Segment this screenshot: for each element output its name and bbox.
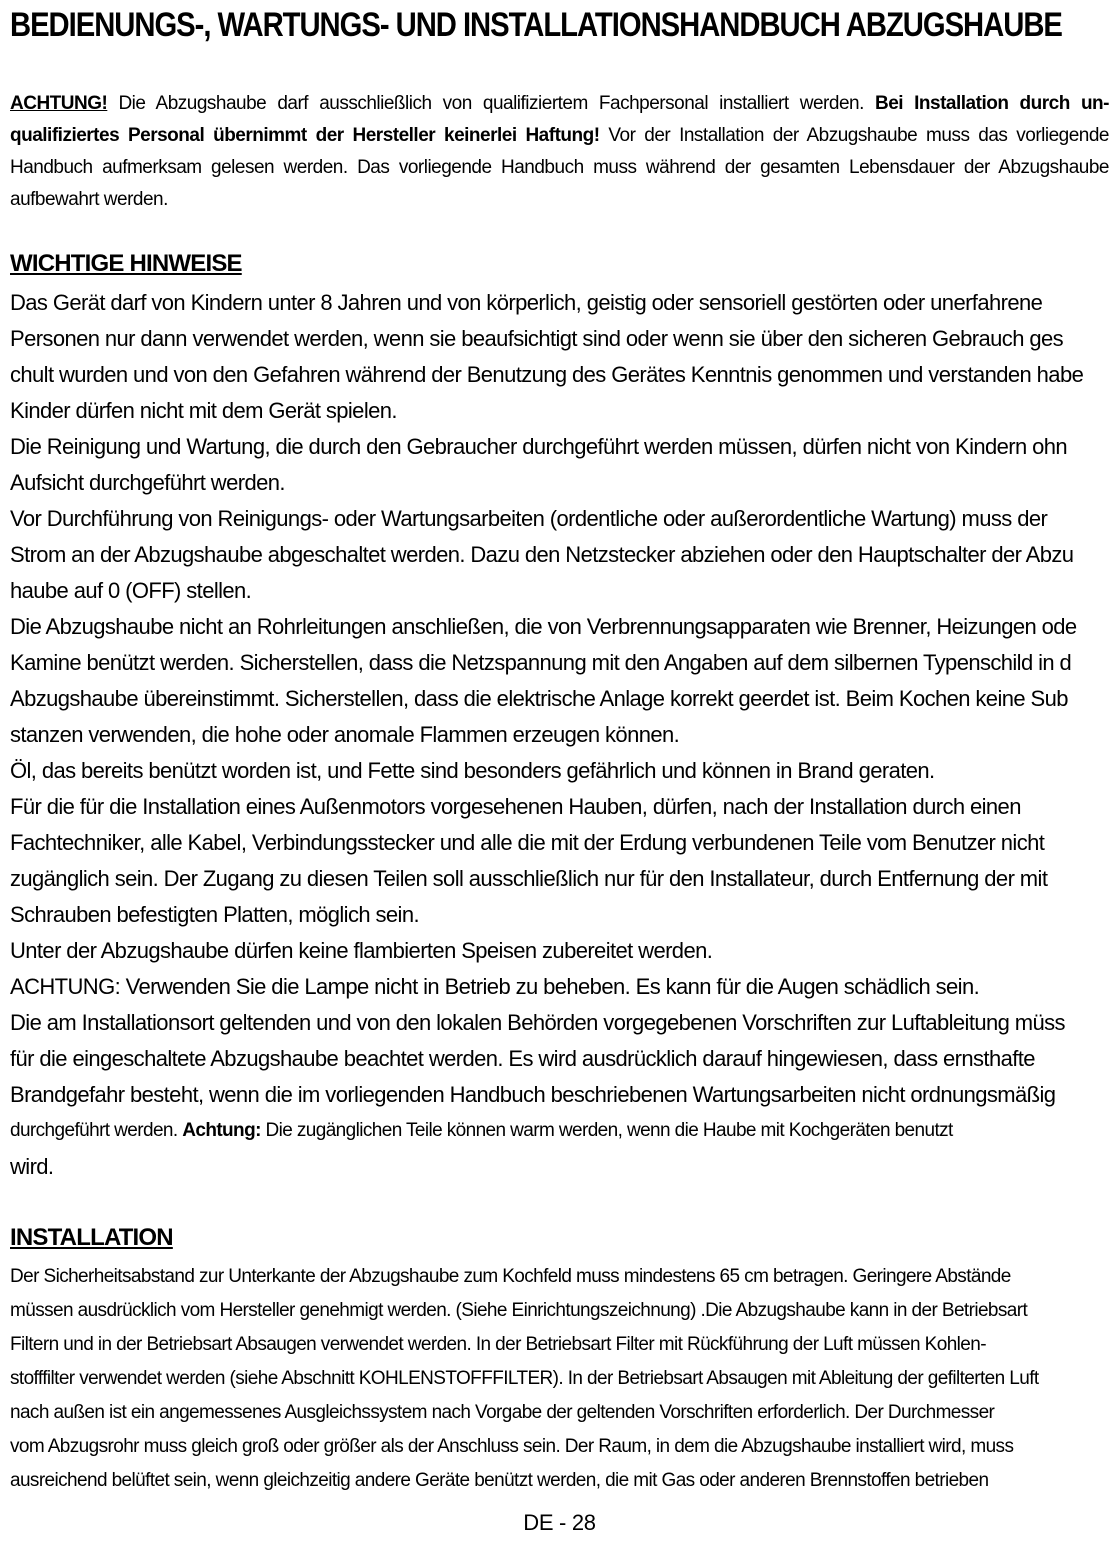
text-line: Brandgefahr besteht, wenn die im vorliegenden Handbuch beschriebenen Wartungsarbeiten nicht ordnungsmäßig xyxy=(10,1082,1056,1107)
document-title: BEDIENUNGS-, WARTUNGS- UND INSTALLATIONSHANDBUCH ABZUGSHAUBE xyxy=(10,6,1062,44)
intro-liability-bold: Bei Installation durch un-qualifiziertes Personal übernimmt der Hersteller keinerlei Haftung! xyxy=(10,93,1109,146)
text-line: Die Reinigung und Wartung, die durch den Gebraucher durchgeführt werden müssen, dürfen nicht von Kindern ohn xyxy=(10,434,1068,459)
important-notes-body xyxy=(10,285,1109,1185)
warning-label: ACHTUNG! xyxy=(10,93,108,114)
text-line: nach außen ist ein angemessenes Ausgleichssystem nach Vorgabe der geltenden Vorschriften erforderlich. Der Durchmesser xyxy=(10,1402,995,1423)
text-segment: durchgeführt werden. xyxy=(10,1120,183,1141)
section-heading-installation: INSTALLATION xyxy=(10,1224,173,1251)
text-line: Der Sicherheitsabstand zur Unterkante der Abzugshaube zum Kochfeld muss mindestens 65 cm betragen. Geringere Abstände xyxy=(10,1266,1011,1287)
page-number: DE - 28 xyxy=(523,1510,596,1535)
text-line: Unter der Abzugshaube dürfen keine flambierten Speisen zubereitet werden. xyxy=(10,938,713,963)
text-line: zugänglich sein. Der Zugang zu diesen Teilen soll ausschließlich nur für den Installateur, durch Entfernung der mit xyxy=(10,866,1048,891)
text-line: wird. xyxy=(10,1154,54,1179)
text-line: ACHTUNG: Verwenden Sie die Lampe nicht in Betrieb zu beheben. Es kann für die Augen schädlich sein. xyxy=(10,974,980,999)
text-line: Abzugshaube übereinstimmt. Sicherstellen, dass die elektrische Anlage korrekt geerdet ist. Beim Kochen keine Sub xyxy=(10,686,1068,711)
text-line: Für die für die Installation eines Außenmotors vorgesehenen Hauben, dürfen, nach der Installation durch einen xyxy=(10,794,1021,819)
text-line: für die eingeschaltete Abzugshaube beachtet werden. Es wird ausdrücklich darauf hingewiesen, dass ernsthafte xyxy=(10,1046,1035,1071)
text-line: Vor Durchführung von Reinigungs- oder Wartungsarbeiten (ordentliche oder außerordentliche Wartung) muss der xyxy=(10,506,1048,531)
intro-paragraph xyxy=(10,88,1109,216)
text-line: Öl, das bereits benützt worden ist, und Fette sind besonders gefährlich und können in Brand geraten. xyxy=(10,758,935,783)
text-line-achtung xyxy=(10,1113,1109,1149)
text-line: Aufsicht durchgeführt werden. xyxy=(10,470,285,495)
text-segment: Die zugänglichen Teile können warm werden, wenn die Haube mit Kochgeräten benutzt xyxy=(260,1120,953,1141)
achtung-bold: Achtung: xyxy=(182,1120,261,1141)
text-line: Personen nur dann verwendet werden, wenn sie beaufsichtigt sind oder wenn sie über den sicheren Gebrauch ges xyxy=(10,326,1064,351)
text-line: Schrauben befestigten Platten, möglich sein. xyxy=(10,902,419,927)
text-line: müssen ausdrücklich vom Hersteller genehmigt werden. (Siehe Einrichtungszeichnung) .Die Abzugshaube kann in der Betriebsart xyxy=(10,1300,1028,1321)
text-line: vom Abzugsrohr muss gleich groß oder größer als der Anschluss sein. Der Raum, in dem die Abzugshaube installiert wird, muss xyxy=(10,1436,1014,1457)
text-line: haube auf 0 (OFF) stellen. xyxy=(10,578,252,603)
intro-text-2: Vor der Installation der Abzugshaube muss das vorliegende Handbuch aufmerksam gelesen werden. Das vorliegende Handbuch muss während der gesamten Lebensdauer der Abzugshaube aufbewahrt werden. xyxy=(10,125,1110,210)
text-line: Fachtechniker, alle Kabel, Verbindungsstecker und alle die mit der Erdung verbundenen Teile vom Benutzer nicht xyxy=(10,830,1045,855)
text-line: Das Gerät darf von Kindern unter 8 Jahren und von körperlich, geistig oder sensoriell gestörten oder unerfahrene xyxy=(10,290,1043,315)
section-heading-important-notes: WICHTIGE HINWEISE xyxy=(10,250,242,277)
text-line: stanzen verwenden, die hohe oder anomale Flammen erzeugen können. xyxy=(10,722,680,747)
text-line: Die Abzugshaube nicht an Rohrleitungen anschließen, die von Verbrennungsapparaten wie Brenner, Heizungen ode xyxy=(10,614,1077,639)
text-line: Filtern und in der Betriebsart Absaugen verwendet werden. In der Betriebsart Filter mit Rückführung der Luft müssen Kohlen- xyxy=(10,1334,986,1355)
intro-text-1: Die Abzugshaube darf ausschließlich von qualifiziertem Fachpersonal installiert werden. xyxy=(107,93,875,114)
text-line: Kinder dürfen nicht mit dem Gerät spielen. xyxy=(10,398,397,423)
text-line: ausreichend belüftet sein, wenn gleichzeitig andere Geräte benützt werden, die mit Gas oder anderen Brennstoffen betrieben xyxy=(10,1470,989,1491)
text-line: Strom an der Abzugshaube abgeschaltet werden. Dazu den Netzstecker abziehen oder den Hauptschalter der Abzu xyxy=(10,542,1074,567)
text-line: Die am Installationsort geltenden und von den lokalen Behörden vorgegebenen Vorschriften zur Luftableitung müss xyxy=(10,1010,1065,1035)
text-line: stofffilter verwendet werden (siehe Abschnitt KOHLENSTOFFFILTER). In der Betriebsart Absaugen mit Ableitung der gefilterten Luft xyxy=(10,1368,1039,1389)
text-line: Kamine benützt werden. Sicherstellen, dass die Netzspannung mit den Angaben auf dem silbernen Typenschild in d xyxy=(10,650,1072,675)
installation-body xyxy=(10,1260,1109,1498)
text-line: chult wurden und von den Gefahren während der Benutzung des Gerätes Kenntnis genommen und verstanden habe xyxy=(10,362,1084,387)
